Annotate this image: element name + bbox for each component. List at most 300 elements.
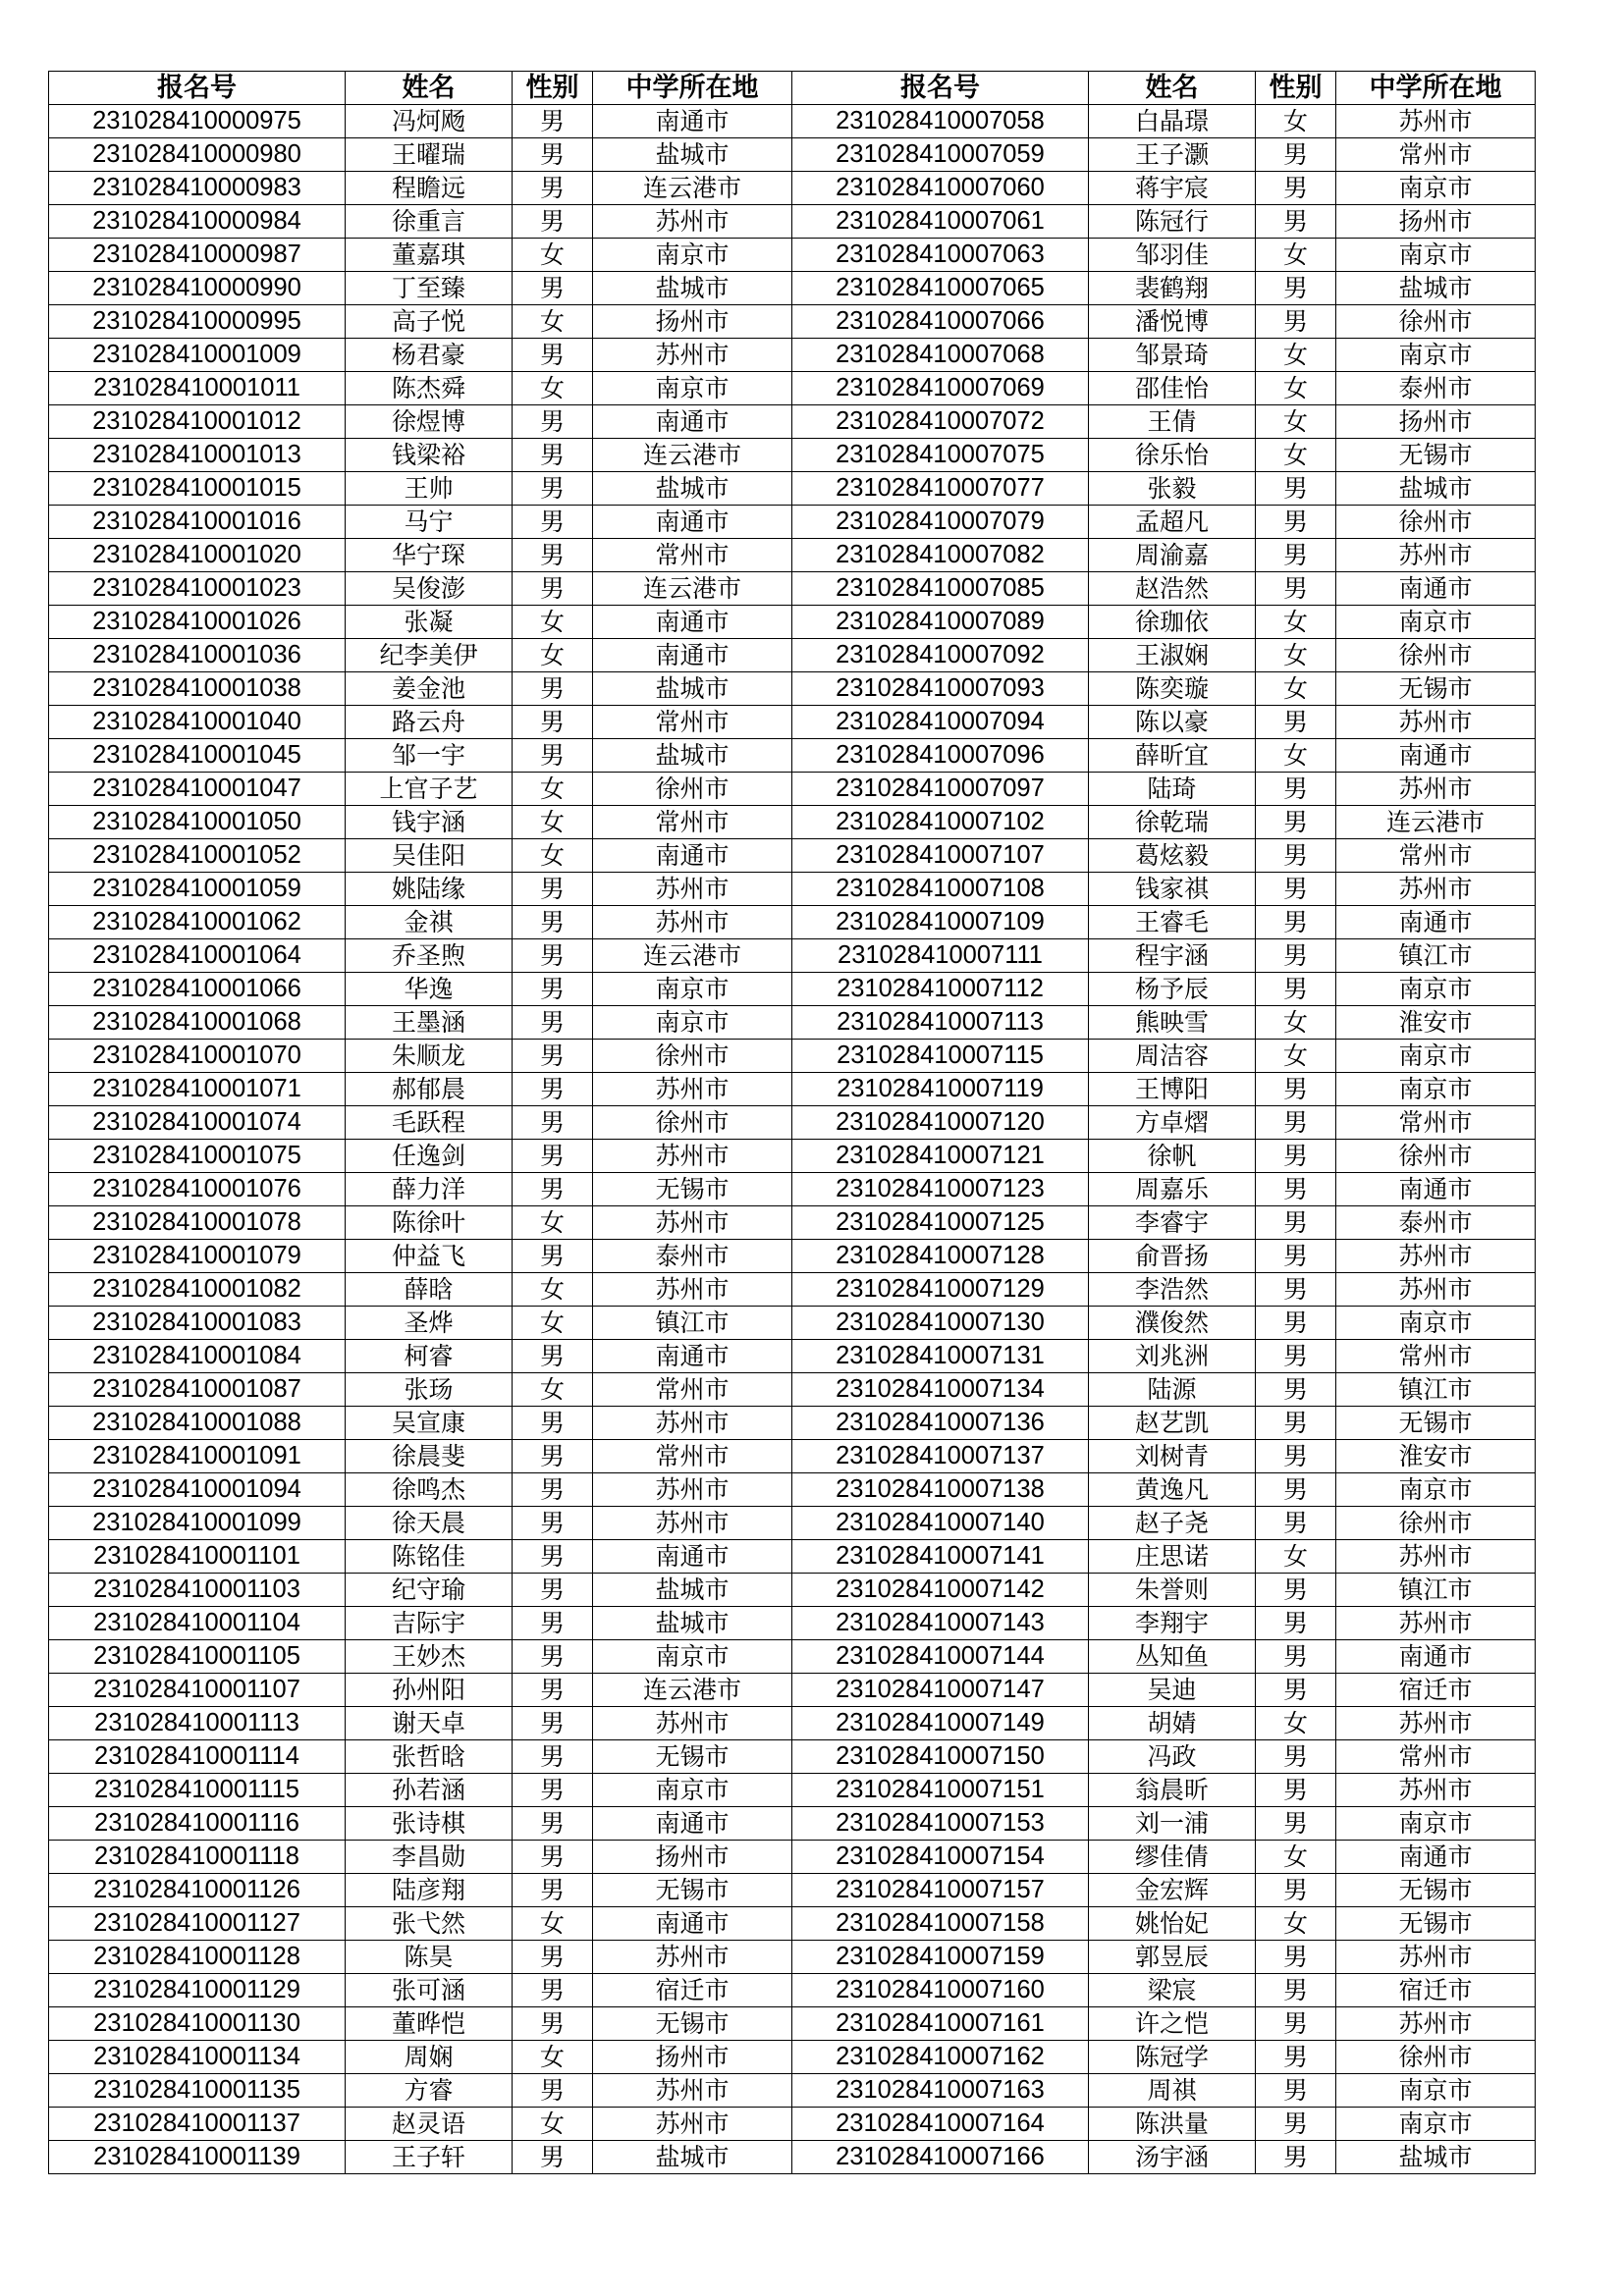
gender-cell: 男	[1256, 506, 1336, 539]
school-city-cell: 南通市	[1336, 739, 1536, 773]
name-cell: 陈杰舜	[346, 372, 513, 405]
reg-no-cell: 231028410007107	[792, 839, 1089, 873]
gender-cell: 女	[1256, 739, 1336, 773]
gender-cell: 女	[1256, 1006, 1336, 1040]
name-cell: 王睿毛	[1089, 906, 1256, 939]
reg-no-cell: 231028410007128	[792, 1240, 1089, 1273]
reg-no-cell: 231028410007149	[792, 1707, 1089, 1740]
gender-cell: 男	[513, 539, 593, 572]
school-city-cell: 南京市	[593, 372, 792, 405]
gender-cell: 男	[513, 1774, 593, 1807]
reg-no-cell: 231028410001050	[49, 806, 346, 839]
reg-no-cell: 231028410007137	[792, 1440, 1089, 1473]
name-cell: 姚怡妃	[1089, 1907, 1256, 1941]
table-row	[49, 2007, 1536, 2041]
table-row	[49, 1607, 1536, 1640]
reg-no-cell: 231028410001139	[49, 2141, 346, 2174]
gender-cell: 男	[1256, 1574, 1336, 1607]
school-city-cell: 南通市	[593, 1540, 792, 1574]
name-cell: 濮俊然	[1089, 1307, 1256, 1340]
reg-no-cell: 231028410007069	[792, 372, 1089, 405]
gender-cell: 男	[513, 1073, 593, 1106]
reg-no-cell: 231028410001047	[49, 773, 346, 806]
reg-no-cell: 231028410007121	[792, 1140, 1089, 1173]
header-reg-no-left: 报名号	[49, 72, 346, 105]
school-city-cell: 盐城市	[593, 2141, 792, 2174]
school-city-cell: 苏州市	[1336, 1774, 1536, 1807]
gender-cell: 女	[1256, 639, 1336, 672]
gender-cell: 男	[1256, 1774, 1336, 1807]
school-city-cell: 常州市	[1336, 1106, 1536, 1140]
gender-cell: 男	[1256, 1974, 1336, 2007]
reg-no-cell: 231028410001083	[49, 1307, 346, 1340]
reg-no-cell: 231028410001127	[49, 1907, 346, 1941]
reg-no-cell: 231028410007136	[792, 1407, 1089, 1440]
school-city-cell: 镇江市	[1336, 1373, 1536, 1407]
school-city-cell: 苏州市	[1336, 873, 1536, 906]
school-city-cell: 宿迁市	[593, 1974, 792, 2007]
school-city-cell: 苏州市	[1336, 105, 1536, 138]
name-cell: 吴迪	[1089, 1674, 1256, 1707]
gender-cell: 男	[513, 1974, 593, 2007]
gender-cell: 男	[1256, 1340, 1336, 1373]
name-cell: 徐乐怡	[1089, 439, 1256, 472]
table-row	[49, 2141, 1536, 2174]
name-cell: 李睿宇	[1089, 1206, 1256, 1240]
reg-no-cell: 231028410007113	[792, 1006, 1089, 1040]
gender-cell: 女	[1256, 1841, 1336, 1874]
reg-no-cell: 231028410001088	[49, 1407, 346, 1440]
school-city-cell: 常州市	[593, 1373, 792, 1407]
school-city-cell: 苏州市	[593, 1206, 792, 1240]
school-city-cell: 泰州市	[593, 1240, 792, 1273]
gender-cell: 男	[513, 739, 593, 773]
school-city-cell: 盐城市	[1336, 472, 1536, 506]
gender-cell: 女	[1256, 606, 1336, 639]
name-cell: 蒋宇宸	[1089, 172, 1256, 205]
gender-cell: 女	[513, 305, 593, 339]
school-city-cell: 苏州市	[593, 873, 792, 906]
reg-no-cell: 231028410001066	[49, 973, 346, 1006]
school-city-cell: 扬州市	[593, 1841, 792, 1874]
gender-cell: 男	[513, 272, 593, 305]
school-city-cell: 盐城市	[593, 1607, 792, 1640]
school-city-cell: 南京市	[1336, 1307, 1536, 1340]
gender-cell: 男	[513, 172, 593, 205]
school-city-cell: 盐城市	[593, 739, 792, 773]
name-cell: 周渝嘉	[1089, 539, 1256, 572]
gender-cell: 女	[1256, 239, 1336, 272]
name-cell: 马宁	[346, 506, 513, 539]
reg-no-cell: 231028410001082	[49, 1273, 346, 1307]
name-cell: 方卓熠	[1089, 1106, 1256, 1140]
gender-cell: 男	[513, 105, 593, 138]
gender-cell: 男	[1256, 1407, 1336, 1440]
school-city-cell: 无锡市	[593, 2007, 792, 2041]
name-cell: 王博阳	[1089, 1073, 1256, 1106]
reg-no-cell: 231028410007142	[792, 1574, 1089, 1607]
gender-cell: 女	[513, 1373, 593, 1407]
school-city-cell: 盐城市	[593, 138, 792, 172]
school-city-cell: 南京市	[1336, 1040, 1536, 1073]
header-gender-right: 性别	[1256, 72, 1336, 105]
gender-cell: 男	[513, 1340, 593, 1373]
reg-no-cell: 231028410007141	[792, 1540, 1089, 1574]
school-city-cell: 常州市	[1336, 1340, 1536, 1373]
reg-no-cell: 231028410001107	[49, 1674, 346, 1707]
reg-no-cell: 231028410007125	[792, 1206, 1089, 1240]
school-city-cell: 南京市	[593, 1774, 792, 1807]
table-row	[49, 1006, 1536, 1040]
gender-cell: 女	[513, 239, 593, 272]
name-cell: 缪佳倩	[1089, 1841, 1256, 1874]
gender-cell: 男	[513, 2074, 593, 2108]
gender-cell: 女	[1256, 405, 1336, 439]
table-row	[49, 138, 1536, 172]
table-row	[49, 506, 1536, 539]
reg-no-cell: 231028410007160	[792, 1974, 1089, 2007]
gender-cell: 男	[1256, 1507, 1336, 1540]
name-cell: 周祺	[1089, 2074, 1256, 2108]
name-cell: 赵浩然	[1089, 572, 1256, 606]
name-cell: 吉际宇	[346, 1607, 513, 1640]
school-city-cell: 连云港市	[593, 172, 792, 205]
name-cell: 白晶璟	[1089, 105, 1256, 138]
reg-no-cell: 231028410001075	[49, 1140, 346, 1173]
gender-cell: 男	[513, 439, 593, 472]
gender-cell: 男	[1256, 873, 1336, 906]
school-city-cell: 南京市	[593, 1640, 792, 1674]
reg-no-cell: 231028410001103	[49, 1574, 346, 1607]
gender-cell: 男	[1256, 2074, 1336, 2108]
table-row	[49, 1473, 1536, 1507]
name-cell: 王子轩	[346, 2141, 513, 2174]
reg-no-cell: 231028410001135	[49, 2074, 346, 2108]
reg-no-cell: 231028410007111	[792, 939, 1089, 973]
gender-cell: 男	[513, 1707, 593, 1740]
gender-cell: 男	[1256, 2141, 1336, 2174]
gender-cell: 男	[1256, 1874, 1336, 1907]
name-cell: 刘树青	[1089, 1440, 1256, 1473]
gender-cell: 男	[1256, 138, 1336, 172]
name-cell: 毛跃程	[346, 1106, 513, 1140]
gender-cell: 男	[513, 1540, 593, 1574]
table-row	[49, 1106, 1536, 1140]
gender-cell: 男	[1256, 272, 1336, 305]
table-row	[49, 839, 1536, 873]
school-city-cell: 苏州市	[593, 2108, 792, 2141]
gender-cell: 女	[513, 1907, 593, 1941]
reg-no-cell: 231028410000984	[49, 205, 346, 239]
school-city-cell: 扬州市	[593, 305, 792, 339]
name-cell: 邹一宇	[346, 739, 513, 773]
reg-no-cell: 231028410001071	[49, 1073, 346, 1106]
table-row	[49, 1240, 1536, 1273]
reg-no-cell: 231028410007093	[792, 672, 1089, 706]
reg-no-cell: 231028410000975	[49, 105, 346, 138]
reg-no-cell: 231028410007108	[792, 873, 1089, 906]
name-cell: 孙州阳	[346, 1674, 513, 1707]
table-row	[49, 339, 1536, 372]
registration-table	[48, 71, 1536, 2174]
reg-no-cell: 231028410001059	[49, 873, 346, 906]
gender-cell: 男	[513, 939, 593, 973]
school-city-cell: 南通市	[593, 1907, 792, 1941]
gender-cell: 男	[513, 1140, 593, 1173]
reg-no-cell: 231028410007097	[792, 773, 1089, 806]
name-cell: 王子灏	[1089, 138, 1256, 172]
reg-no-cell: 231028410007060	[792, 172, 1089, 205]
reg-no-cell: 231028410001016	[49, 506, 346, 539]
reg-no-cell: 231028410007112	[792, 973, 1089, 1006]
name-cell: 邹景琦	[1089, 339, 1256, 372]
gender-cell: 女	[513, 773, 593, 806]
name-cell: 张哲晗	[346, 1740, 513, 1774]
reg-no-cell: 231028410001074	[49, 1106, 346, 1140]
school-city-cell: 常州市	[593, 539, 792, 572]
school-city-cell: 无锡市	[1336, 1907, 1536, 1941]
reg-no-cell: 231028410001115	[49, 1774, 346, 1807]
school-city-cell: 盐城市	[1336, 272, 1536, 305]
school-city-cell: 盐城市	[593, 472, 792, 506]
name-cell: 丁至臻	[346, 272, 513, 305]
gender-cell: 男	[1256, 539, 1336, 572]
name-cell: 王墨涵	[346, 1006, 513, 1040]
reg-no-cell: 231028410007102	[792, 806, 1089, 839]
gender-cell: 男	[1256, 1206, 1336, 1240]
name-cell: 丛知鱼	[1089, 1640, 1256, 1674]
gender-cell: 男	[513, 906, 593, 939]
reg-no-cell: 231028410007068	[792, 339, 1089, 372]
reg-no-cell: 231028410000987	[49, 239, 346, 272]
reg-no-cell: 231028410007066	[792, 305, 1089, 339]
gender-cell: 男	[513, 1674, 593, 1707]
name-cell: 梁宸	[1089, 1974, 1256, 2007]
table-row	[49, 2041, 1536, 2074]
reg-no-cell: 231028410007150	[792, 1740, 1089, 1774]
reg-no-cell: 231028410001094	[49, 1473, 346, 1507]
school-city-cell: 南京市	[1336, 2074, 1536, 2108]
gender-cell: 男	[1256, 973, 1336, 1006]
gender-cell: 男	[1256, 1941, 1336, 1974]
reg-no-cell: 231028410001009	[49, 339, 346, 372]
gender-cell: 男	[1256, 773, 1336, 806]
gender-cell: 男	[1256, 1173, 1336, 1206]
school-city-cell: 盐城市	[593, 1574, 792, 1607]
name-cell: 周洁容	[1089, 1040, 1256, 1073]
school-city-cell: 镇江市	[593, 1307, 792, 1340]
reg-no-cell: 231028410007089	[792, 606, 1089, 639]
table-body	[49, 105, 1536, 2174]
school-city-cell: 常州市	[1336, 138, 1536, 172]
name-cell: 徐珈依	[1089, 606, 1256, 639]
name-cell: 上官子艺	[346, 773, 513, 806]
name-cell: 俞晋扬	[1089, 1240, 1256, 1273]
reg-no-cell: 231028410001126	[49, 1874, 346, 1907]
gender-cell: 男	[513, 138, 593, 172]
school-city-cell: 苏州市	[1336, 1540, 1536, 1574]
reg-no-cell: 231028410007144	[792, 1640, 1089, 1674]
reg-no-cell: 231028410000980	[49, 138, 346, 172]
school-city-cell: 无锡市	[593, 1740, 792, 1774]
table-row	[49, 773, 1536, 806]
reg-no-cell: 231028410001012	[49, 405, 346, 439]
school-city-cell: 南通市	[1336, 1640, 1536, 1674]
reg-no-cell: 231028410001023	[49, 572, 346, 606]
reg-no-cell: 231028410001020	[49, 539, 346, 572]
school-city-cell: 扬州市	[593, 2041, 792, 2074]
school-city-cell: 淮安市	[1336, 1006, 1536, 1040]
reg-no-cell: 231028410007109	[792, 906, 1089, 939]
table-row	[49, 706, 1536, 739]
name-cell: 徐晨斐	[346, 1440, 513, 1473]
gender-cell: 男	[1256, 1373, 1336, 1407]
gender-cell: 男	[513, 1440, 593, 1473]
school-city-cell: 南京市	[1336, 1473, 1536, 1507]
name-cell: 邹羽佳	[1089, 239, 1256, 272]
school-city-cell: 南京市	[1336, 1073, 1536, 1106]
table-row	[49, 1774, 1536, 1807]
reg-no-cell: 231028410007075	[792, 439, 1089, 472]
reg-no-cell: 231028410001114	[49, 1740, 346, 1774]
table-row	[49, 1440, 1536, 1473]
school-city-cell: 苏州市	[1336, 2007, 1536, 2041]
school-city-cell: 苏州市	[593, 1140, 792, 1173]
name-cell: 陈铭佳	[346, 1540, 513, 1574]
name-cell: 孟超凡	[1089, 506, 1256, 539]
name-cell: 杨君豪	[346, 339, 513, 372]
reg-no-cell: 231028410007131	[792, 1340, 1089, 1373]
gender-cell: 男	[513, 572, 593, 606]
school-city-cell: 徐州市	[593, 773, 792, 806]
table-row	[49, 572, 1536, 606]
table-row	[49, 873, 1536, 906]
reg-no-cell: 231028410007159	[792, 1941, 1089, 1974]
name-cell: 徐鸣杰	[346, 1473, 513, 1507]
table-row	[49, 1040, 1536, 1073]
reg-no-cell: 231028410001105	[49, 1640, 346, 1674]
name-cell: 徐乾瑞	[1089, 806, 1256, 839]
table-row	[49, 372, 1536, 405]
school-city-cell: 徐州市	[593, 1040, 792, 1073]
gender-cell: 男	[1256, 2108, 1336, 2141]
school-city-cell: 南通市	[593, 639, 792, 672]
reg-no-cell: 231028410007154	[792, 1841, 1089, 1874]
reg-no-cell: 231028410001129	[49, 1974, 346, 2007]
school-city-cell: 南通市	[1336, 1173, 1536, 1206]
school-city-cell: 淮安市	[1336, 1440, 1536, 1473]
gender-cell: 男	[513, 1407, 593, 1440]
table-row	[49, 1206, 1536, 1240]
school-city-cell: 苏州市	[1336, 773, 1536, 806]
name-cell: 赵灵语	[346, 2108, 513, 2141]
table-row	[49, 1073, 1536, 1106]
gender-cell: 男	[1256, 1607, 1336, 1640]
name-cell: 薛晗	[346, 1273, 513, 1307]
name-cell: 姚陆缘	[346, 873, 513, 906]
reg-no-cell: 231028410007119	[792, 1073, 1089, 1106]
name-cell: 纪守瑜	[346, 1574, 513, 1607]
school-city-cell: 苏州市	[1336, 706, 1536, 739]
school-city-cell: 常州市	[1336, 839, 1536, 873]
reg-no-cell: 231028410001068	[49, 1006, 346, 1040]
school-city-cell: 无锡市	[1336, 1407, 1536, 1440]
header-name-left: 姓名	[346, 72, 513, 105]
table-row	[49, 639, 1536, 672]
table-row	[49, 1507, 1536, 1540]
name-cell: 刘一浦	[1089, 1807, 1256, 1841]
name-cell: 张玚	[346, 1373, 513, 1407]
name-cell: 柯睿	[346, 1340, 513, 1373]
reg-no-cell: 231028410001078	[49, 1206, 346, 1240]
name-cell: 张弋然	[346, 1907, 513, 1941]
table-row	[49, 806, 1536, 839]
school-city-cell: 徐州市	[593, 1106, 792, 1140]
name-cell: 邵佳怡	[1089, 372, 1256, 405]
school-city-cell: 无锡市	[1336, 1874, 1536, 1907]
name-cell: 薛昕宜	[1089, 739, 1256, 773]
reg-no-cell: 231028410001011	[49, 372, 346, 405]
gender-cell: 男	[513, 973, 593, 1006]
school-city-cell: 宿迁市	[1336, 1674, 1536, 1707]
gender-cell: 男	[513, 1473, 593, 1507]
gender-cell: 男	[513, 472, 593, 506]
reg-no-cell: 231028410007077	[792, 472, 1089, 506]
reg-no-cell: 231028410001062	[49, 906, 346, 939]
table-row	[49, 305, 1536, 339]
reg-no-cell: 231028410007147	[792, 1674, 1089, 1707]
table-row	[49, 1540, 1536, 1574]
school-city-cell: 南京市	[1336, 1807, 1536, 1841]
name-cell: 吴佳阳	[346, 839, 513, 873]
name-cell: 徐煜博	[346, 405, 513, 439]
gender-cell: 男	[1256, 1740, 1336, 1774]
reg-no-cell: 231028410007153	[792, 1807, 1089, 1841]
school-city-cell: 苏州市	[1336, 1240, 1536, 1273]
table-row	[49, 172, 1536, 205]
school-city-cell: 南通市	[593, 606, 792, 639]
name-cell: 陆琦	[1089, 773, 1256, 806]
name-cell: 方睿	[346, 2074, 513, 2108]
school-city-cell: 南京市	[593, 973, 792, 1006]
name-cell: 董嘉琪	[346, 239, 513, 272]
school-city-cell: 苏州市	[593, 2074, 792, 2108]
school-city-cell: 泰州市	[1336, 372, 1536, 405]
reg-no-cell: 231028410007163	[792, 2074, 1089, 2108]
gender-cell: 男	[1256, 305, 1336, 339]
reg-no-cell: 231028410007120	[792, 1106, 1089, 1140]
gender-cell: 男	[513, 1607, 593, 1640]
school-city-cell: 镇江市	[1336, 1574, 1536, 1607]
table-row	[49, 1874, 1536, 1907]
school-city-cell: 苏州市	[593, 1073, 792, 1106]
school-city-cell: 盐城市	[593, 272, 792, 305]
name-cell: 华宁琛	[346, 539, 513, 572]
reg-no-cell: 231028410007151	[792, 1774, 1089, 1807]
reg-no-cell: 231028410007085	[792, 572, 1089, 606]
reg-no-cell: 231028410001137	[49, 2108, 346, 2141]
table-row	[49, 2074, 1536, 2108]
name-cell: 葛炫毅	[1089, 839, 1256, 873]
name-cell: 纪李美伊	[346, 639, 513, 672]
table-row	[49, 1307, 1536, 1340]
gender-cell: 女	[513, 1307, 593, 1340]
table-row	[49, 1640, 1536, 1674]
school-city-cell: 苏州市	[1336, 1707, 1536, 1740]
reg-no-cell: 231028410007065	[792, 272, 1089, 305]
table-row	[49, 1340, 1536, 1373]
school-city-cell: 徐州市	[1336, 1507, 1536, 1540]
